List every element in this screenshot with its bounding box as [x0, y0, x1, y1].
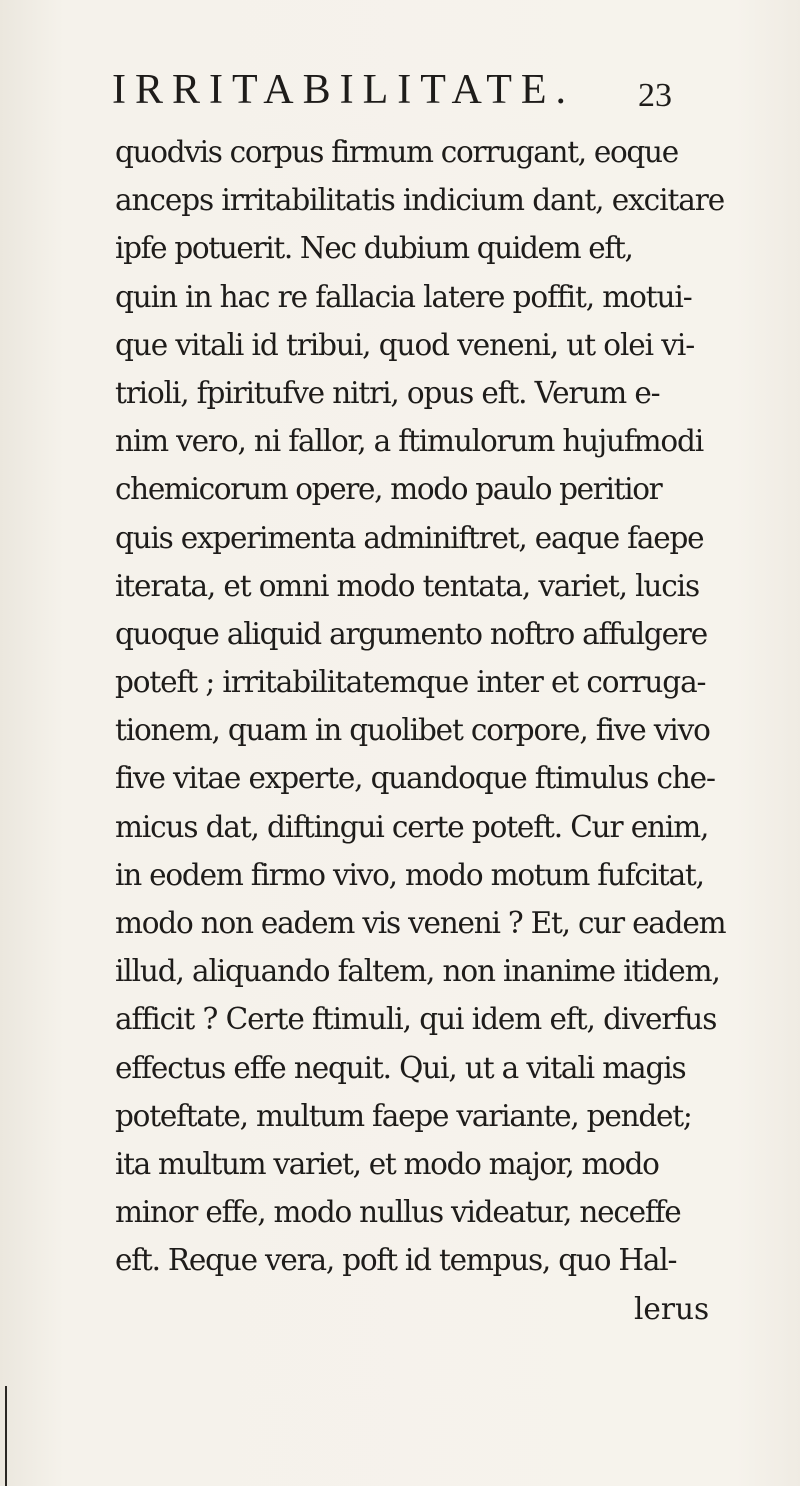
text-line: tionem, quam in quolibet corpore, five vivo — [115, 713, 710, 748]
text-line: in eodem firmo vivo, modo motum fufcitat, — [115, 857, 704, 892]
text-line: minor effe, modo nullus videatur, neceffe — [115, 1195, 681, 1230]
text-line: quin in hac re fallacia latere poffit, motui- — [115, 279, 692, 314]
running-title: IRRITABILITATE. — [112, 67, 576, 113]
text-line: micus dat, diftingui certe poteft. Cur enim, — [115, 809, 709, 844]
text-line: modo non eadem vis veneni ? Et, cur eadem — [115, 906, 726, 940]
text-line: five vitae experte, quandoque ftimulus che- — [115, 761, 715, 796]
text-line: illud, aliquando faltem, non inanime itidem, — [115, 954, 720, 989]
text-line: effectus effe nequit. Qui, ut a vitali magis — [115, 1050, 686, 1085]
text-line: poteftate, multum faepe variante, pendet; — [115, 1098, 692, 1133]
text-line: eft. Reque vera, poft id tempus, quo Hal- — [115, 1243, 677, 1278]
body-text — [115, 128, 800, 1333]
text-line: quoque aliquid argumento noftro affulgere — [115, 616, 707, 651]
page-header — [112, 62, 752, 118]
page-number: 23 — [638, 77, 672, 114]
gutter-rule — [5, 1386, 7, 1486]
text-line: quodvis corpus firmum corrugant, eoque — [115, 135, 678, 169]
text-line: ipfe potuerit. Nec dubium quidem eft, — [115, 231, 633, 266]
text-line: anceps irritabilitatis indicium dant, excitare — [115, 183, 725, 218]
text-line: que vitali id tribui, quod veneni, ut olei vi- — [115, 327, 695, 362]
text-line: poteft ; irritabilitatemque inter et corruga- — [115, 665, 706, 700]
text-line: ita multum variet, et modo major, modo — [115, 1146, 659, 1181]
text-line: nim vero, ni fallor, a ftimulorum hujufmodi — [115, 424, 703, 459]
text-line: chemicorum opere, modo paulo peritior — [115, 472, 662, 507]
text-line: afficit ? Certe ftimuli, qui idem eft, diverfus — [115, 1002, 717, 1037]
text-line: trioli, fpiritufve nitri, opus eft. Verum e- — [115, 375, 660, 410]
text-line: quis experimenta adminiftret, eaque faepe — [115, 520, 704, 555]
text-line: iterata, et omni modo tentata, variet, lucis — [115, 568, 699, 603]
catchword: lerus — [634, 1291, 710, 1326]
